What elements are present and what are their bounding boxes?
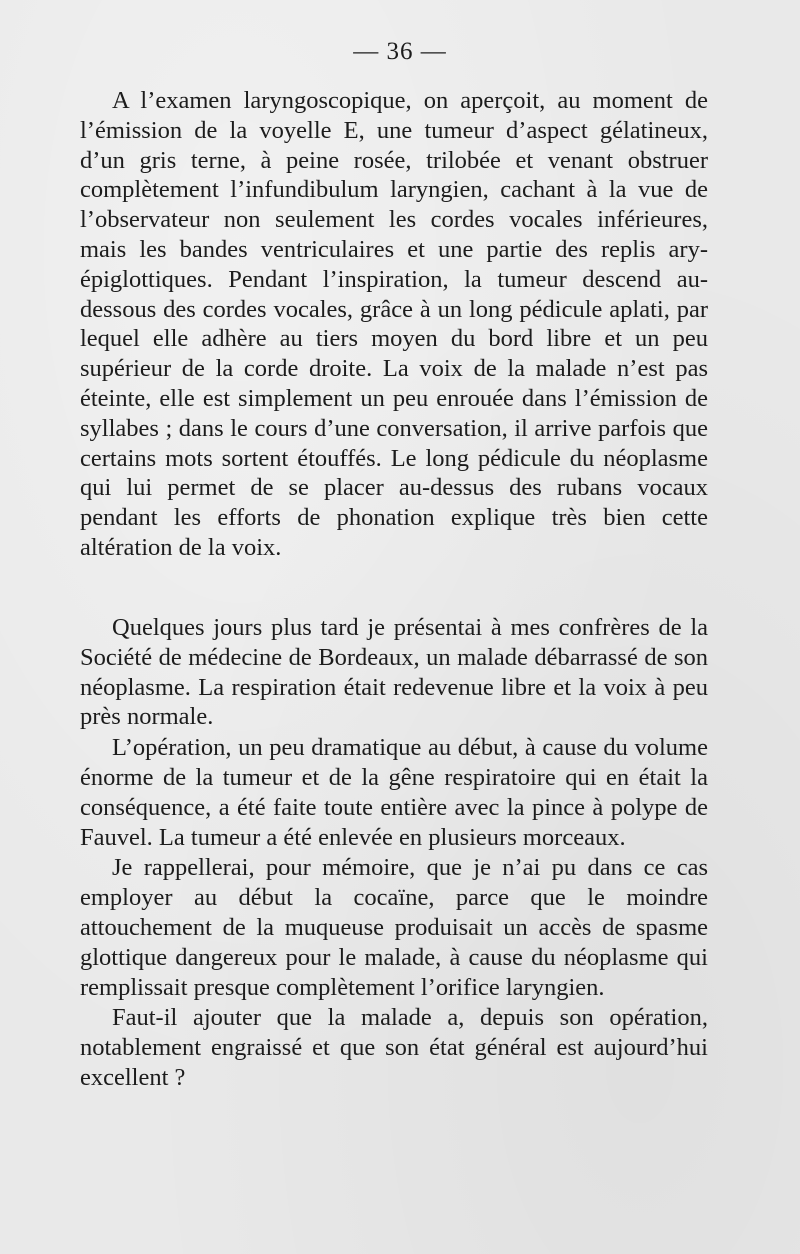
paragraph-operation: L’opération, un peu dramatique au début, à cause du volume énorme de la tumeur et de la gêne respiratoire qui en était la conséquence, a été faite toute entière avec la pince à polype de Fauvel. La tumeur a été enlevée en plusieurs morceaux. bbox=[80, 734, 708, 851]
paragraph-outcome: Faut-il ajouter que la malade a, depuis son opération, notablement engraissé et que son état général est aujourd’hui excellent ? bbox=[80, 1004, 708, 1091]
text-block-followup bbox=[80, 613, 708, 1093]
paragraph-presentation: Quelques jours plus tard je présentai à mes confrères de la Société de médecine de Bordeaux, un malade débarrassé de son néoplasme. La respiration était redevenue libre et la voix à peu près normale. bbox=[80, 614, 708, 731]
page-number: — 36 — bbox=[353, 38, 447, 65]
text-block-examination bbox=[80, 86, 708, 563]
paragraph-examination: A l’examen laryngoscopique, on aperçoit, au moment de l’émission de la voyelle E, une tumeur d’aspect gélatineux, d’un gris terne, à peine rosée, trilobée et venant obstruer complètement l’infundibulum laryngien, cachant à la vue de l’observateur non seulement les cordes vocales inférieures, mais les bandes ventriculaires et une partie des replis ary-épiglottiques. Pendant l’inspiration, la tumeur descend au-dessous des cordes vocales, grâce à un long pédicule aplati, par lequel elle adhère au tiers moyen du bord libre et un peu supérieur de la corde droite. La voix de la malade n’est pas éteinte, elle est simplement un peu enrouée dans l’émission de syllabes ; dans le cours d’une conversation, il arrive parfois que certains mots sortent étouffés. Le long pédicule du néoplasme qui lui permet de se placer au-dessus des rubans vocaux pendant les efforts de phonation explique très bien cette altération de la voix. bbox=[80, 87, 708, 561]
paragraph-cocaine: Je rappellerai, pour mémoire, que je n’ai pu dans ce cas employer au début la cocaïne, parce que le moindre attouchement de la muqueuse produisait un accès de spasme glottique dangereux pour le malade, à cause du néoplasme qui remplissait presque complètement l’orifice laryngien. bbox=[80, 854, 708, 1001]
